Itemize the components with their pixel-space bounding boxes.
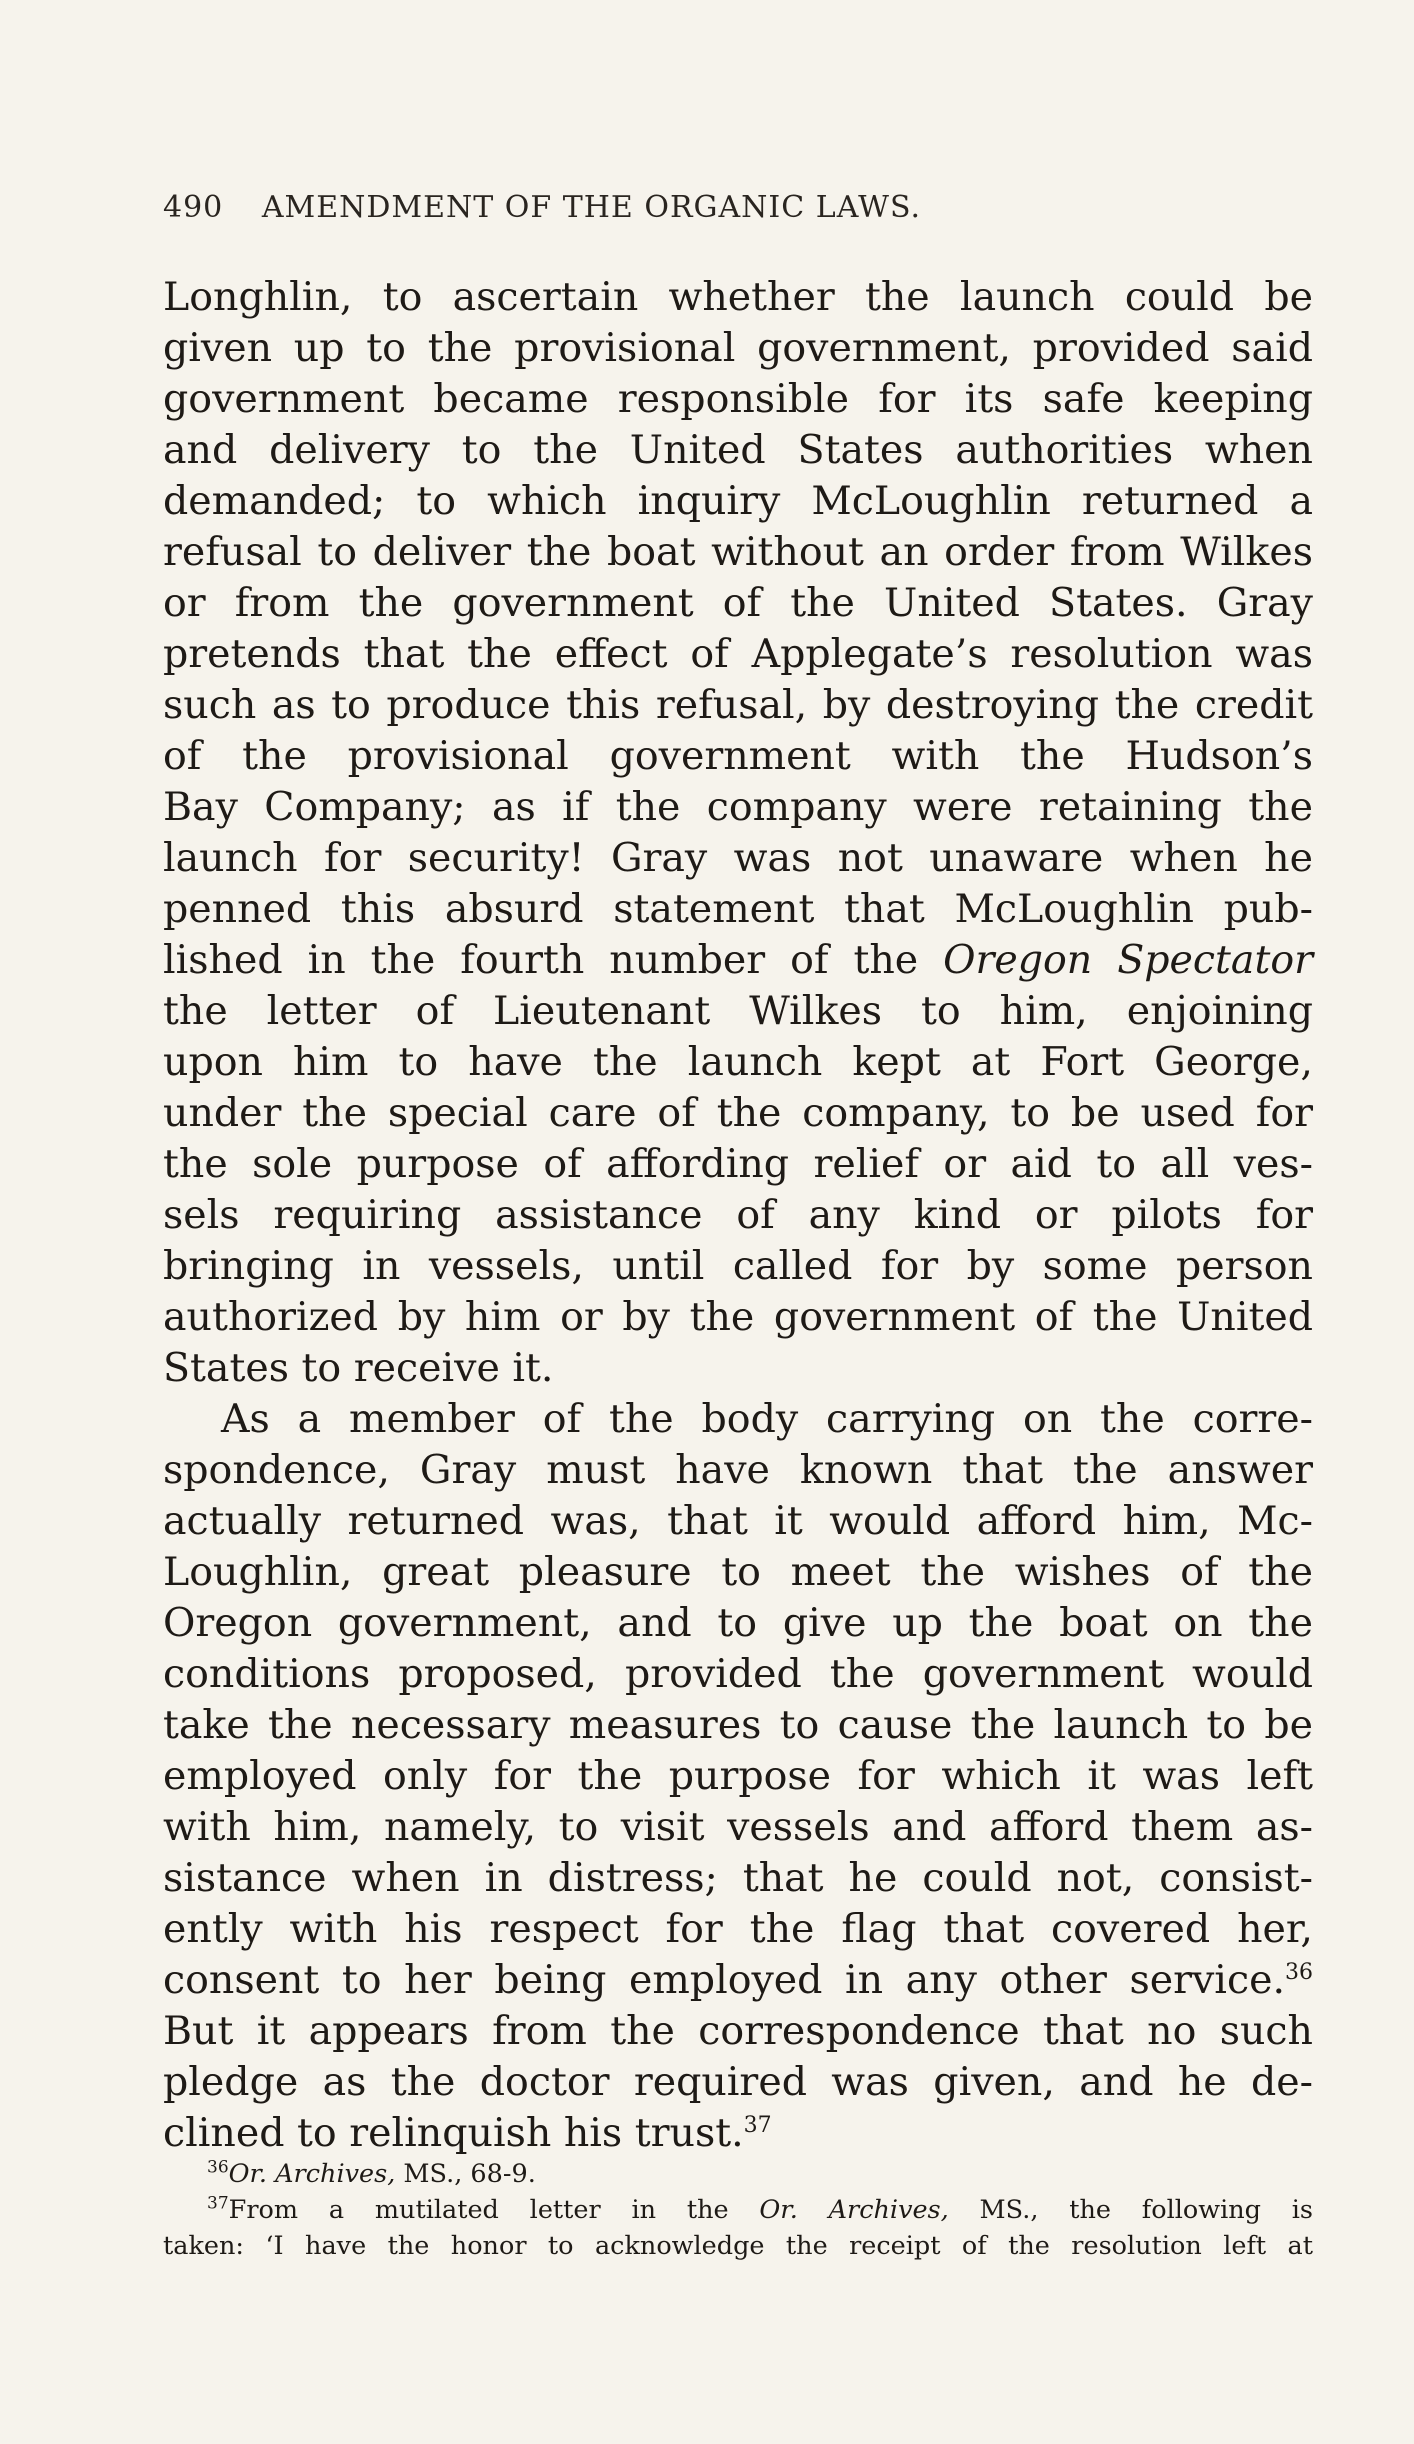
footnote-text: MS., the following is [948, 2195, 1314, 2225]
text-line: spondence, Gray must have known that the answer [163, 1447, 1313, 1493]
text-line: with him, namely, to visit vessels and afford them as- [163, 1804, 1313, 1850]
footnote-36 [163, 2156, 1313, 2192]
line-text: clined to relinquish his trust. [163, 2110, 744, 2156]
text-line: such as to produce this refusal, by destroying the credit [163, 682, 1313, 728]
footnote-number: 36 [207, 2157, 229, 2178]
text-line: under the special care of the company, to be used for [163, 1090, 1313, 1136]
footnote-37-continued: taken: ‘I have the honor to acknowledge the receipt of the resolution left at [163, 2231, 1313, 2261]
text-line: the letter of Lieutenant Wilkes to him, enjoining [163, 988, 1313, 1034]
footnote-text: MS., 68-9. [395, 2159, 536, 2189]
text-line: upon him to have the launch kept at Fort George, [163, 1039, 1313, 1085]
line-text: consent to her being employed in any other service. [163, 1957, 1285, 2003]
text-line: authorized by him or by the government of the United [163, 1294, 1313, 1340]
text-line: or from the government of the United States. Gray [163, 580, 1313, 626]
text-line: States to receive it. [163, 1345, 554, 1391]
text-line: sistance when in distress; that he could not, consist- [163, 1855, 1313, 1901]
text-line: given up to the provisional government, provided said [163, 325, 1313, 371]
page-number: 490 [163, 190, 224, 225]
text-line: refusal to deliver the boat without an order from Wilkes [163, 529, 1313, 575]
running-title: AMENDMENT OF THE ORGANIC LAWS. [261, 190, 921, 225]
text-line: launch for security! Gray was not unaware when he [163, 835, 1313, 881]
text-line: As a member of the body carrying on the corre- [221, 1396, 1313, 1442]
footnote-ref-36[interactable]: 36 [1285, 1959, 1313, 1985]
text-line: and delivery to the United States authorities when [163, 427, 1313, 473]
text-line: demanded; to which inquiry McLoughlin returned a [163, 478, 1313, 524]
text-line: ently with his respect for the flag that covered her, [163, 1906, 1313, 1952]
text-line: conditions proposed, provided the government would [163, 1651, 1313, 1697]
text-line [163, 2108, 1313, 2159]
footnote-text: From a mutilated letter in the [228, 2195, 760, 2225]
text-line: the sole purpose of affording relief or aid to all ves- [163, 1141, 1313, 1187]
text-line: pledge as the doctor required was given, and he de- [163, 2059, 1313, 2105]
text-line: pretends that the effect of Applegate’s resolution was [163, 631, 1313, 677]
text-line: bringing in vessels, until called for by some person [163, 1243, 1313, 1289]
body-text [163, 272, 1313, 2159]
text-line: actually returned was, that it would afford him, Mc- [163, 1498, 1313, 1544]
footnote-number: 37 [207, 2193, 229, 2214]
footnotes [163, 2156, 1313, 2264]
text-line: employed only for the purpose for which it was left [163, 1753, 1313, 1799]
periodical-title: Oregon Spectator [943, 937, 1313, 983]
source-title: Or. Archives, [759, 2195, 949, 2225]
running-header [163, 190, 1313, 225]
text-line: sels requiring assistance of any kind or pilots for [163, 1192, 1313, 1238]
text-line: of the provisional government with the Hudson’s [163, 733, 1313, 779]
footnote-37 [163, 2192, 1313, 2228]
footnote-ref-37[interactable]: 37 [743, 2112, 772, 2138]
text-line: Oregon government, and to give up the boat on the [163, 1600, 1313, 1646]
text-line: Loughlin, great pleasure to meet the wishes of the [163, 1549, 1313, 1595]
text-line: Longhlin, to ascertain whether the launch could be [163, 274, 1313, 320]
text-line: take the necessary measures to cause the launch to be [163, 1702, 1313, 1748]
text-line [163, 1955, 1313, 2006]
source-title: Or. Archives, [228, 2159, 396, 2189]
text-line: But it appears from the correspondence that no such [163, 2008, 1313, 2054]
text-line: penned this absurd statement that McLoughlin pub- [163, 886, 1313, 932]
text-line [163, 935, 1313, 986]
text-line: government became responsible for its safe keeping [163, 376, 1313, 422]
line-text: lished in the fourth number of the [163, 937, 944, 983]
text-line: Bay Company; as if the company were retaining the [163, 784, 1313, 830]
